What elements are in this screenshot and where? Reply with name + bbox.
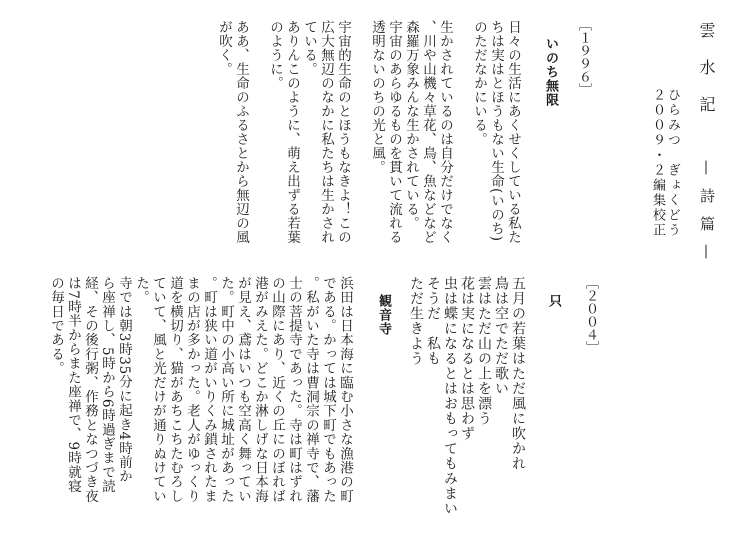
text-line: 港がみえた。どこか淋しげな日本海 [252,276,268,504]
text-line: ありんこのように、萌え出ずる若葉 [284,20,300,244]
author-name: ひらみつ ぎょくどう [665,88,680,238]
text-line [453,20,470,244]
text-line: 花は実になるとは思わず [459,276,475,441]
text-line: 雲はただ山の上を漂う [476,276,492,426]
text-line: そうだ 私も [425,276,441,366]
text-line: 寺では朝3時35分に起き4時前か [116,276,132,484]
poem-body-tada [407,276,526,516]
text-line: 。町は狭い道がいりくみ鎖されたま [201,276,217,504]
prose-body-kannonji [47,276,353,503]
edit-date: ２００９・２編集校正 [650,88,665,238]
document-subtitle: —詩篇— [698,160,716,272]
text-line: 日々の生活にあくせくしている私た [505,20,521,244]
text-line: ら座禅し、5時から6時過ぎまで読 [99,276,115,494]
prose-heading-kannonji: 観音寺 [376,294,391,336]
text-line: た。町中の小高い所に城址があった [218,276,234,504]
text-line: 浜田は日本海に臨む小さな漁港の町 [337,276,353,504]
text-line: 生かされているのは自分だけでなく [437,20,453,244]
text-line: 経、その後行粥、作務となつづき夜 [82,276,98,504]
text-line: ちは実はとほうもない生命(いのち) [488,20,504,242]
section-year-2004: ［２００４］ [583,276,598,354]
document-title: 雲水記 [697,22,716,133]
text-line: 宇宙的生命のとほうもなきよ！この [335,20,351,244]
text-line: である。かっては城下町でもあった [320,276,336,504]
text-line: 広大無辺のなかに私たちは生かされ [318,20,334,244]
text-line: ていて、風と光だけが通りぬけてい [150,276,166,504]
poem-body-part-2 [215,20,351,244]
text-line: 鳥は空でただ歌い [493,276,509,396]
text-line: 、川や山機々草花、鳥、魚などなど [420,20,436,244]
text-line: ああ、生命のふるさとから無辺の風 [233,20,249,244]
section-year-1996: ［１９９６］ [576,18,591,96]
text-line: た。 [133,276,149,305]
text-line: 。私がいた寺は曹洞宗の禅寺で、藩 [303,276,319,504]
text-line: 宇宙のあらゆるものを貫いて流れる [386,20,402,244]
text-line: 五月の若葉はただ風に吹かれ [510,276,526,471]
text-line: 透明ないのちの光と風。 [369,20,385,174]
poem-heading-inochi-mugen: いのち無限 [543,37,558,107]
text-line: の毎日である。 [48,276,64,376]
text-line: が吹く。 [216,20,232,76]
text-line: が見え、鳶はいつも空高く舞ってい [235,276,251,504]
text-line: のただなかにいる。 [471,20,487,146]
text-line: 森羅万象みんな生かされている。 [403,20,419,230]
text-line: 士の菩提寺であった。寺は町はずれ [286,276,302,504]
text-line: 道を横切り、猫があちこちたむろし [167,276,183,504]
text-line: の山際にあり、近くの丘にのぼれば [269,276,285,504]
poem-body-part-1 [368,20,521,244]
text-line: のように。 [267,20,283,90]
poem-heading-tada: 只 [546,294,561,307]
text-line: ただ生きよう [408,276,424,366]
text-line: 虫は蝶になるとはおもってもみまい [442,276,458,516]
text-line: は7時半からまた座禅で、9時就寝 [65,276,81,494]
text-line [249,20,266,244]
text-line: まの店が多かった。老人がゆっくり [184,276,200,504]
text-line: ている。 [301,20,317,76]
